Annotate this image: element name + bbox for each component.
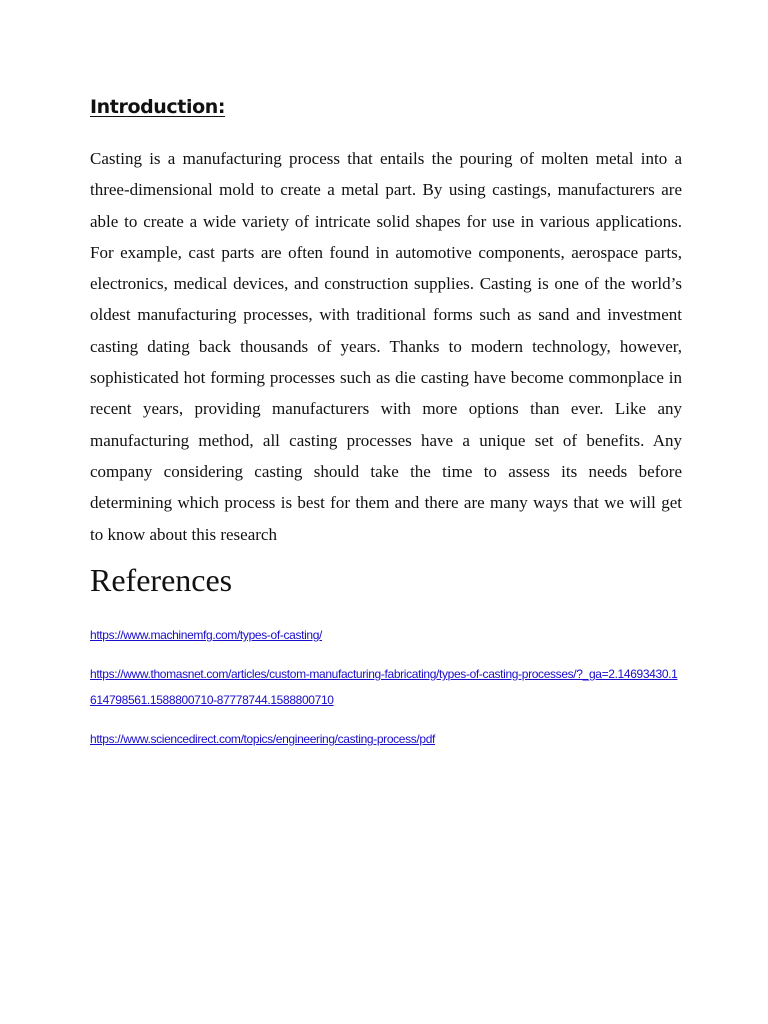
reference-link-sciencedirect[interactable]: https://www.sciencedirect.com/topics/engineering/casting-process/pdf — [90, 732, 436, 746]
reference-item — [90, 726, 690, 752]
references-heading: References — [90, 562, 233, 598]
reference-link-thomasnet[interactable]: https://www.thomasnet.com/articles/custom-manufacturing-fabricating/types-of-casting-processes/?_ga=2.14693430.1614798561.1588800710-87778744.1588800710 — [90, 667, 678, 707]
reference-item — [90, 661, 690, 713]
introduction-heading: Introduction: — [90, 96, 226, 118]
reference-link-machinemfg[interactable]: https://www.machinemfg.com/types-of-casting/ — [90, 628, 323, 642]
references-list — [90, 622, 690, 765]
reference-item — [90, 622, 690, 648]
introduction-paragraph: Casting is a manufacturing process that entails the pouring of molten metal into a three-dimensional mold to create a metal part. By using castings, manufacturers are able to create a wide variety of intricate solid shapes for use in various applications. For example, cast parts are often found in automotive components, aerospace parts, electronics, medical devices, and construction supplies. Casting is one of the world’s oldest manufacturing processes, with traditional forms such as sand and investment casting dating back thousands of years. Thanks to modern technology, however, sophisticated hot forming processes such as die casting have become commonplace in recent years, providing manufacturers with more options than ever. Like any manufacturing method, all casting processes have a unique set of benefits. Any company considering casting should take the time to assess its needs before determining which process is best for them and there are many ways that we will get to know about this research — [90, 149, 682, 544]
